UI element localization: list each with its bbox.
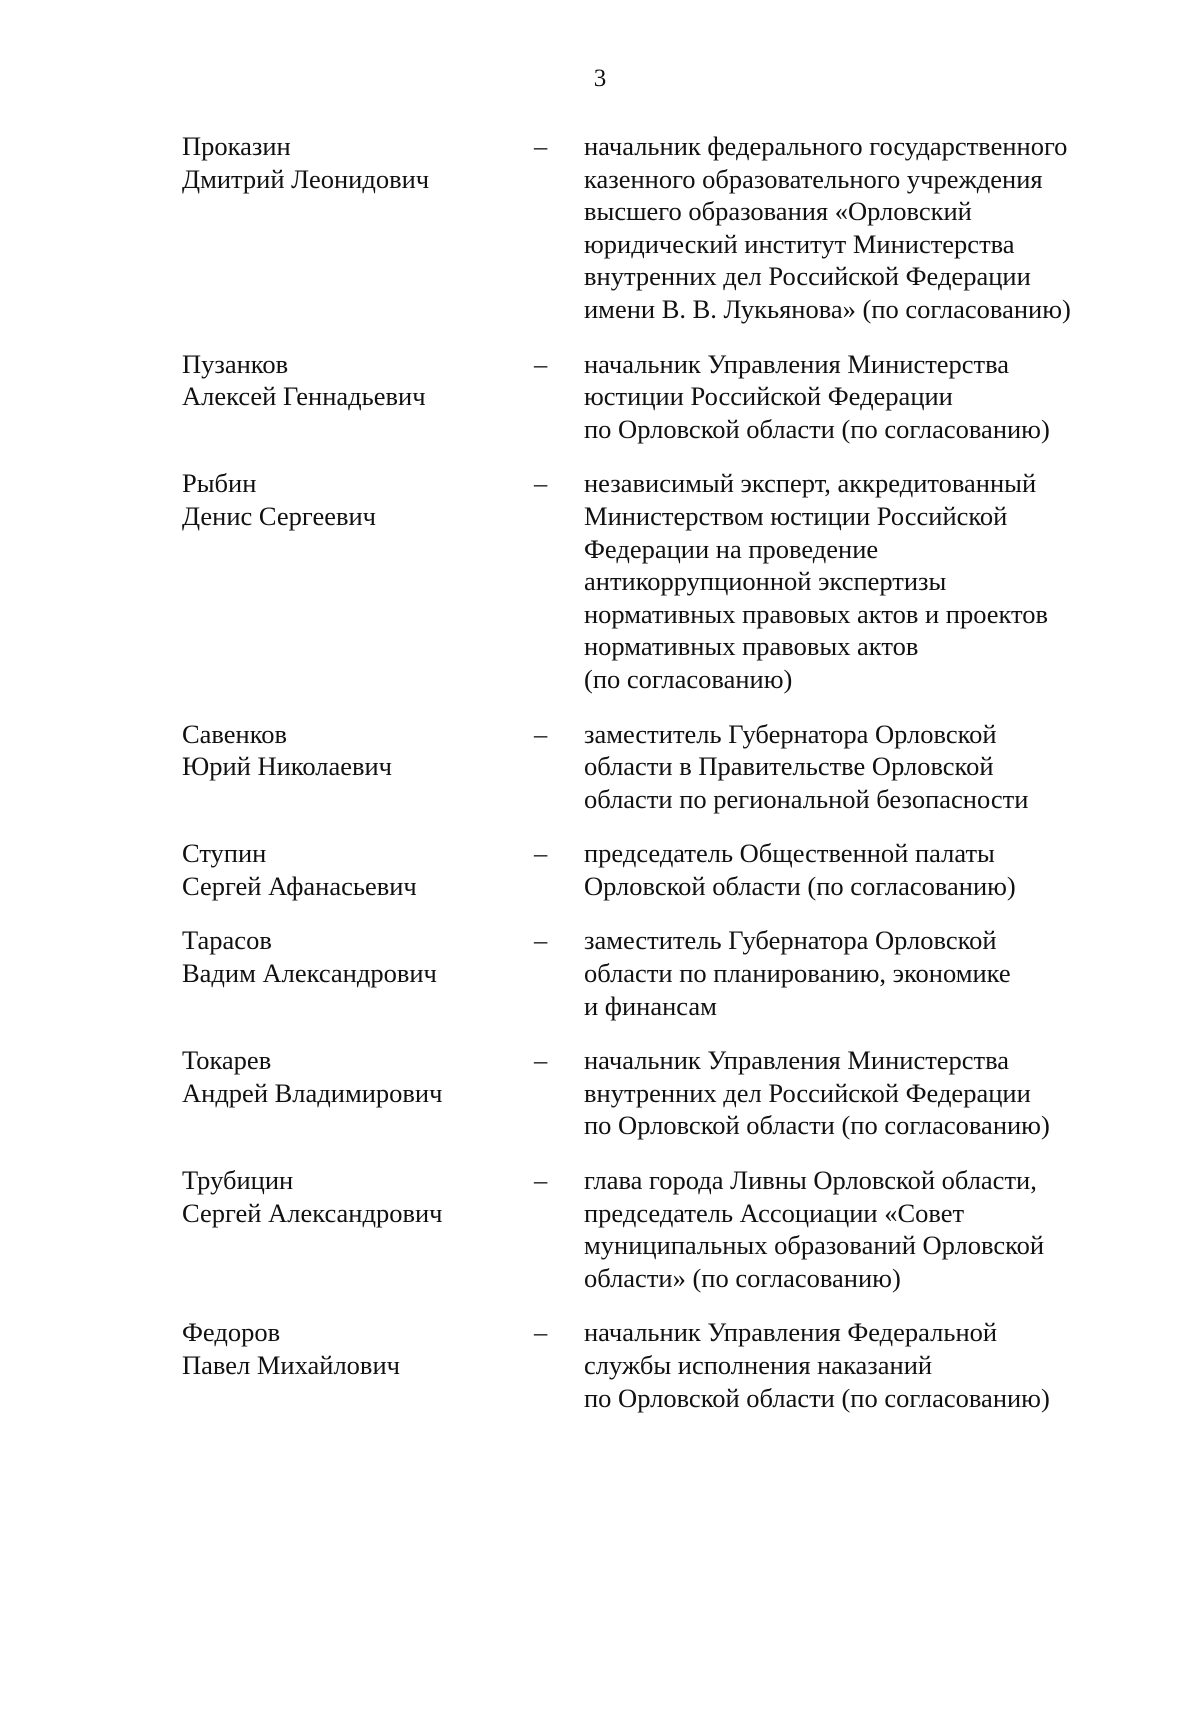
member-position-line: (по согласованию): [584, 663, 793, 694]
member-position-line: нормативных правовых актов и проектов: [584, 598, 1049, 629]
member-position-line: и финансам: [584, 990, 717, 1021]
member-position: [584, 924, 1122, 1022]
member-given-names: Павел Михайлович: [182, 1350, 400, 1380]
member-position-line: внутренних дел Российской Федерации: [584, 1077, 1031, 1108]
member-surname: Токарев: [182, 1045, 272, 1076]
member-dash: –: [534, 1045, 548, 1076]
member-position-line: заместитель Губернатора Орловской: [584, 925, 997, 956]
member-name: [182, 1044, 522, 1109]
member-position-line: внутренних дел Российской Федерации: [584, 261, 1031, 292]
member-position-line: области по региональной безопасности: [584, 783, 1029, 814]
member-given-names: Юрий Николаевич: [182, 751, 392, 782]
member-position-line: независимый эксперт, аккредитованный: [584, 468, 1037, 499]
member-surname: Федоров: [182, 1317, 281, 1348]
member-position-line: муниципальных образований Орловской: [584, 1230, 1045, 1261]
member-position: [584, 348, 1122, 446]
member-name: [182, 718, 522, 783]
member-row: [182, 1044, 1122, 1142]
member-given-names: Сергей Афанасьевич: [182, 870, 417, 901]
member-surname: Тарасов: [182, 925, 272, 956]
member-name: [182, 348, 522, 413]
member-position-line: области в Правительстве Орловской: [584, 751, 994, 782]
member-position-line: нормативных правовых актов: [584, 631, 919, 662]
member-position-line: Федерации на проведение: [584, 533, 879, 564]
member-position-line: имени В. В. Лукьянова» (по согласованию): [584, 293, 1071, 324]
member-surname: Савенков: [182, 718, 288, 749]
member-position-line: председатель Общественной палаты: [584, 838, 995, 869]
member-surname: Рыбин: [182, 468, 257, 499]
member-position-line: начальник Управления Министерства: [584, 1045, 1010, 1076]
member-position-line: области» (по согласованию): [584, 1262, 901, 1293]
member-list: [182, 130, 1122, 1414]
member-dash: –: [534, 131, 548, 161]
member-position-line: Орловской области (по согласованию): [584, 870, 1016, 901]
member-row: [182, 130, 1122, 326]
member-position: [584, 467, 1122, 695]
member-row: [182, 1316, 1122, 1414]
member-dash: –: [534, 468, 548, 499]
member-position-line: заместитель Губернатора Орловской: [584, 718, 997, 749]
member-name: [182, 1316, 522, 1381]
member-position-line: по Орловской области (по согласованию): [584, 413, 1050, 444]
member-position: [584, 1164, 1122, 1294]
member-name: [182, 1164, 522, 1229]
member-row: [182, 467, 1122, 695]
member-given-names: Денис Сергеевич: [182, 500, 376, 531]
member-position-line: службы исполнения наказаний: [584, 1350, 933, 1380]
member-position-line: Министерством юстиции Российской: [584, 500, 1008, 531]
member-dash: –: [534, 925, 548, 956]
member-position-line: юстиции Российской Федерации: [584, 381, 953, 412]
member-given-names: Сергей Александрович: [182, 1197, 443, 1228]
member-dash: –: [534, 1165, 548, 1196]
member-position-line: казенного образовательного учреждения: [584, 163, 1043, 194]
member-surname: Проказин: [182, 131, 291, 161]
member-position-line: глава города Ливны Орловской области,: [584, 1165, 1037, 1196]
member-dash: –: [534, 838, 548, 869]
member-given-names: Вадим Александрович: [182, 958, 437, 989]
member-row: [182, 924, 1122, 1022]
member-position-line: по Орловской области (по согласованию): [584, 1110, 1050, 1141]
member-given-names: Дмитрий Леонидович: [182, 163, 430, 194]
member-row: [182, 718, 1122, 816]
member-row: [182, 837, 1122, 902]
member-position-line: начальник федерального государственного: [584, 131, 1068, 161]
member-position-line: начальник Управления Министерства: [584, 348, 1010, 379]
page-number: 3: [593, 65, 607, 92]
member-name: [182, 467, 522, 532]
member-position: [584, 1316, 1122, 1414]
member-position-line: высшего образования «Орловский: [584, 196, 972, 227]
member-row: [182, 348, 1122, 446]
member-position-line: председатель Ассоциации «Совет: [584, 1197, 965, 1228]
member-position-line: антикоррупционной экспертизы: [584, 566, 947, 597]
member-given-names: Алексей Геннадьевич: [182, 381, 426, 412]
member-position: [584, 718, 1122, 816]
member-position: [584, 1044, 1122, 1142]
member-dash: –: [534, 348, 548, 379]
member-name: [182, 924, 522, 989]
member-surname: Ступин: [182, 838, 267, 869]
member-position: [584, 130, 1122, 326]
member-surname: Пузанков: [182, 348, 289, 379]
member-row: [182, 1164, 1122, 1294]
member-name: [182, 837, 522, 902]
member-position-line: по Орловской области (по согласованию): [584, 1382, 1050, 1413]
member-name: [182, 130, 522, 195]
member-surname: Трубицин: [182, 1165, 294, 1196]
member-position-line: начальник Управления Федеральной: [584, 1317, 998, 1348]
member-position-line: юридический институт Министерства: [584, 228, 1015, 259]
member-position: [584, 837, 1122, 902]
member-dash: –: [534, 1317, 548, 1348]
member-position-line: области по планированию, экономике: [584, 958, 1011, 989]
member-given-names: Андрей Владимирович: [182, 1077, 443, 1108]
member-dash: –: [534, 718, 548, 749]
